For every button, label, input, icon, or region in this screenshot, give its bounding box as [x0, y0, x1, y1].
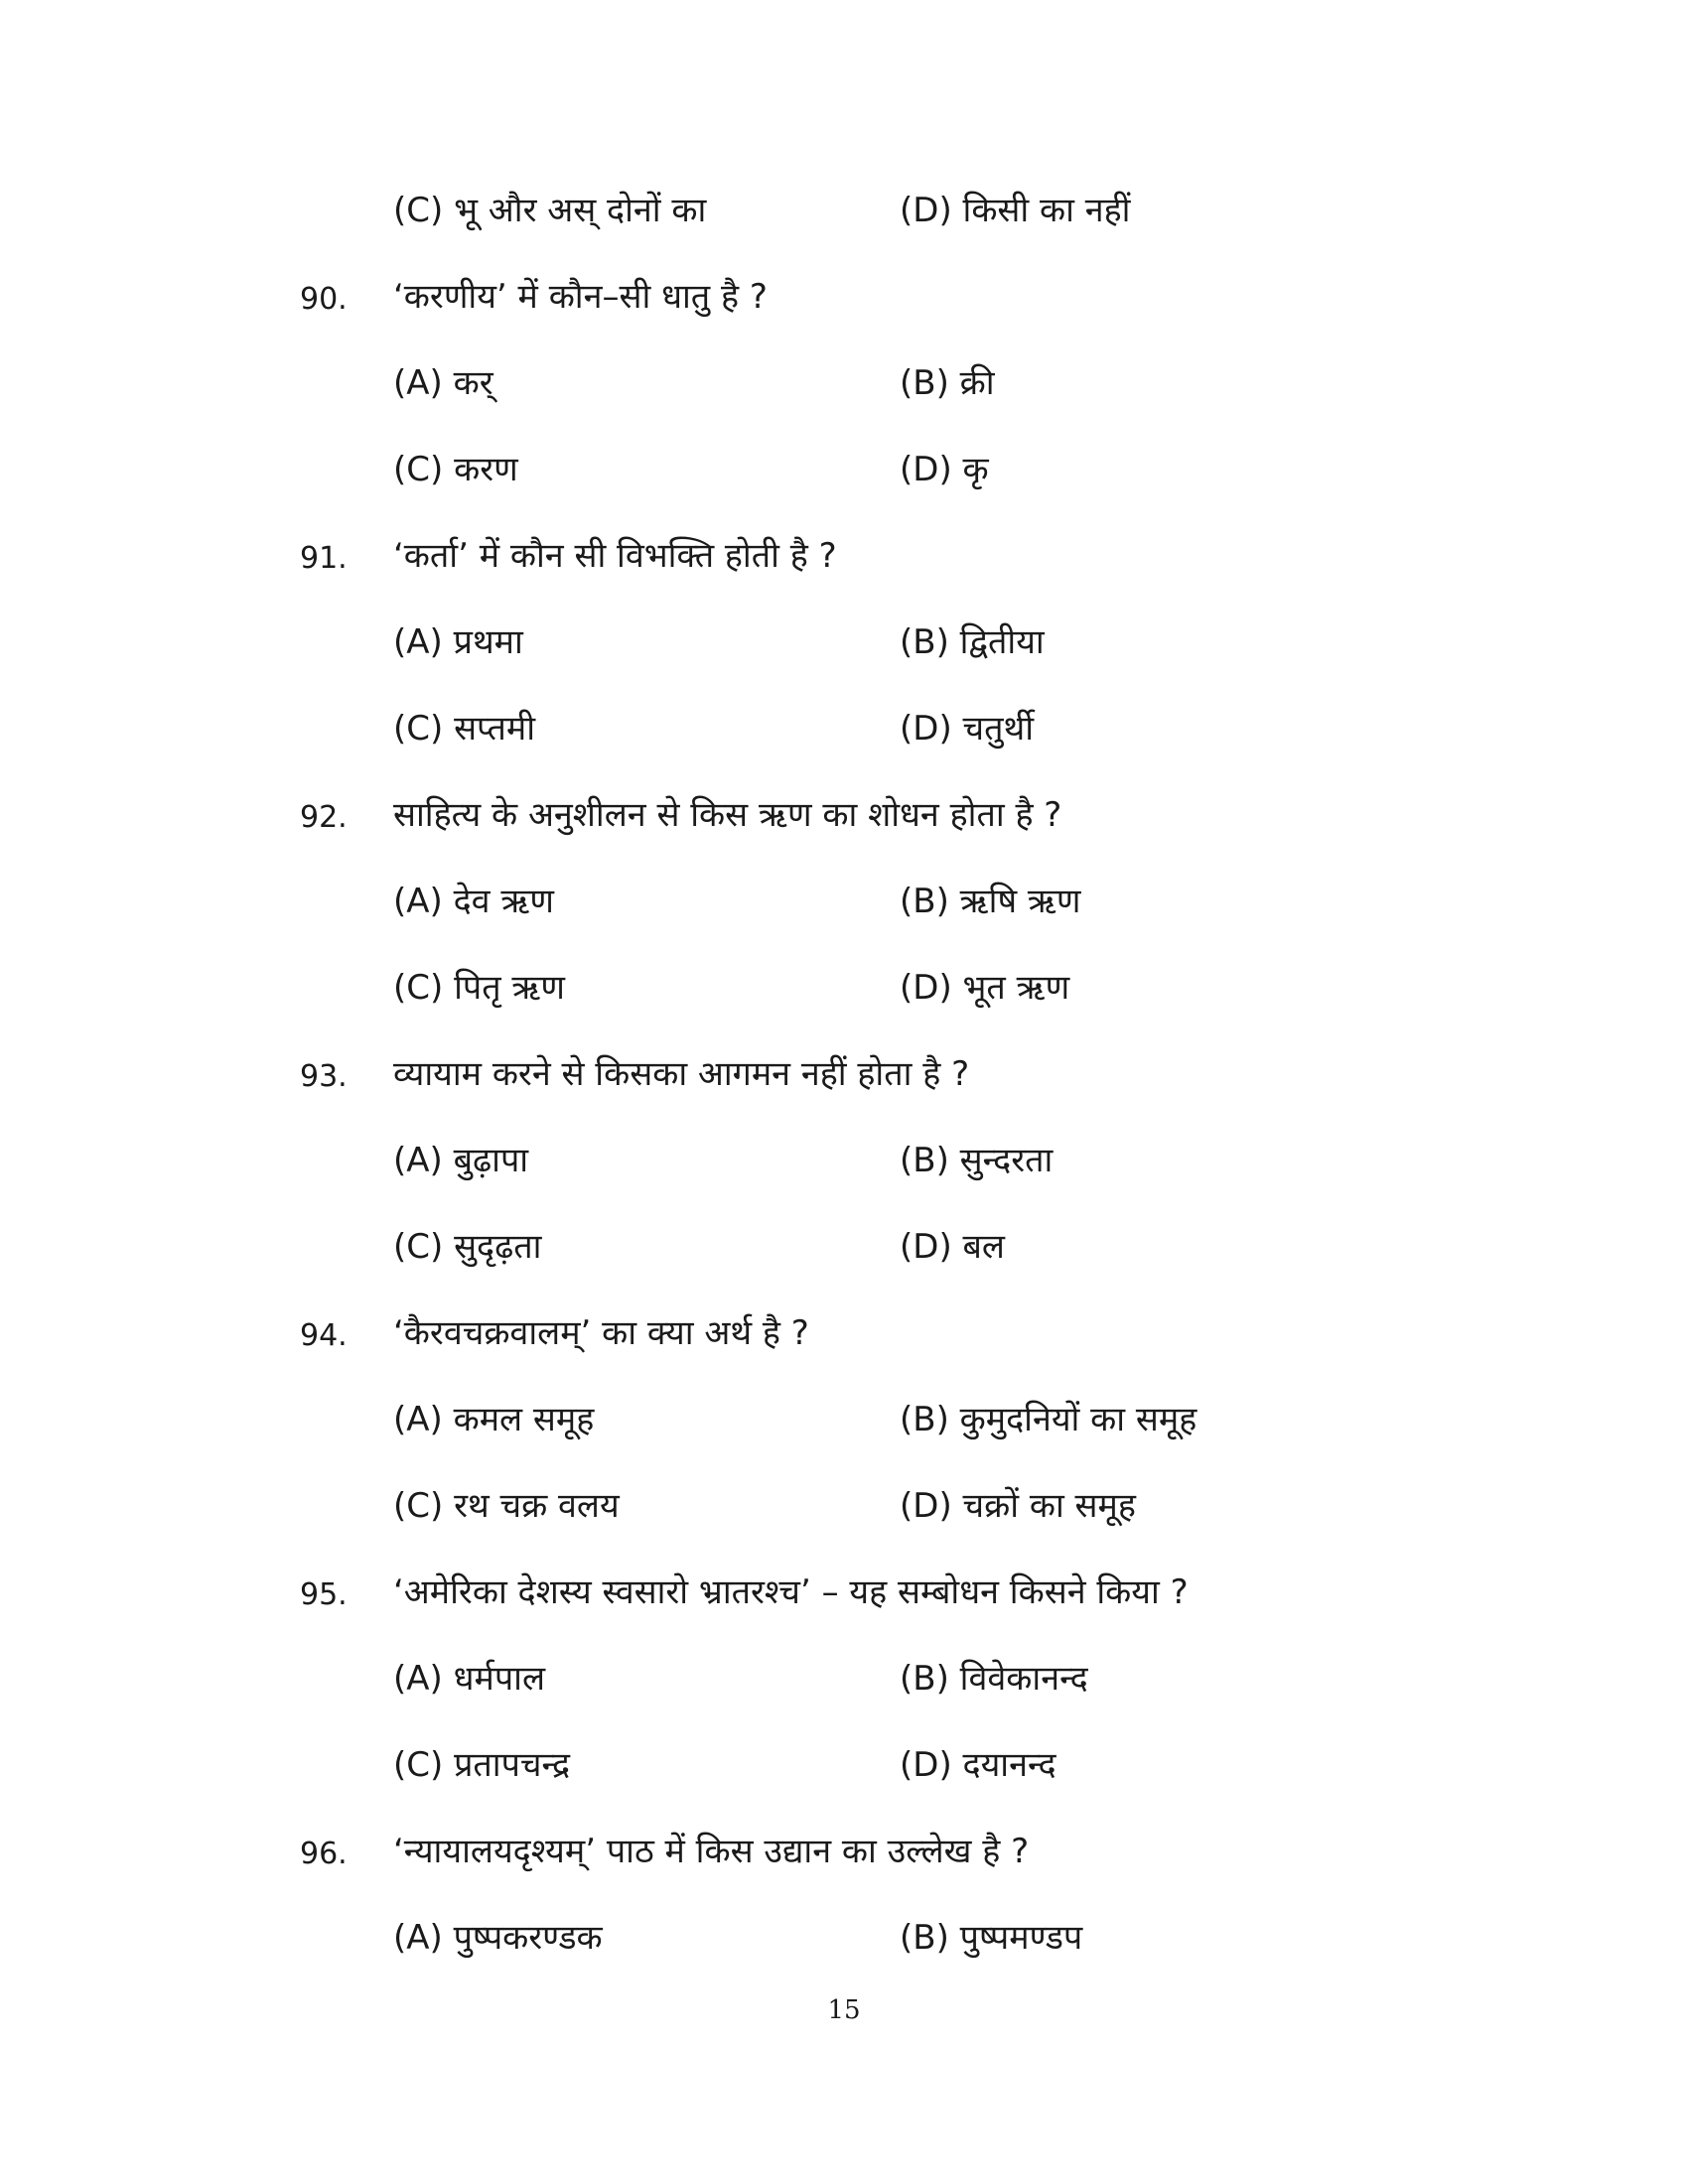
option-c: (C) प्रतापचन्द्र	[393, 1745, 571, 1785]
option-row	[0, 1909, 1688, 1979]
question-95	[0, 1564, 1688, 1633]
option-c: (C) भू और अस् दोनों का	[393, 191, 707, 230]
option-row	[0, 182, 1688, 251]
question-90	[0, 268, 1688, 338]
option-d: (D) दयानन्द	[900, 1745, 1056, 1785]
option-d: (D) चक्रों का समूह	[900, 1486, 1136, 1526]
question-text: ‘करणीय’ में कौन–सी धातु है ?	[393, 277, 768, 317]
option-b: (B) ऋषि ऋण	[900, 882, 1081, 921]
question-93	[0, 1045, 1688, 1115]
option-d: (D) भूत ऋण	[900, 968, 1070, 1008]
option-a: (A) कर्	[393, 363, 493, 403]
option-c: (C) पितृ ऋण	[393, 968, 565, 1008]
option-b: (B) सुन्दरता	[900, 1141, 1054, 1180]
option-a: (A) प्रथमा	[393, 622, 523, 662]
option-row	[0, 441, 1688, 510]
question-text: ‘अमेरिका देशस्य स्वसारो भ्रातरश्च’ – यह सम्बोधन किसने किया ?	[393, 1572, 1189, 1612]
option-a: (A) बुढ़ापा	[393, 1141, 529, 1180]
option-d: (D) चतुर्थी	[900, 709, 1035, 749]
page-number: 15	[827, 1995, 861, 2025]
option-a: (A) देव ऋण	[393, 882, 554, 921]
question-text: ‘कैरवचक्रवालम्’ का क्या अर्थ है ?	[393, 1313, 809, 1353]
option-row	[0, 1736, 1688, 1806]
question-92	[0, 786, 1688, 856]
option-row	[0, 1477, 1688, 1547]
question-text: साहित्य के अनुशीलन से किस ऋण का शोधन होता है ?	[393, 795, 1062, 835]
question-number: 91.	[300, 541, 348, 576]
option-b: (B) पुष्पमण्डप	[900, 1918, 1083, 1958]
option-a: (A) धर्मपाल	[393, 1659, 546, 1699]
question-number: 90.	[300, 282, 348, 317]
option-b: (B) क्री	[900, 363, 995, 403]
question-94	[0, 1304, 1688, 1374]
option-c: (C) सप्तमी	[393, 709, 536, 749]
option-b: (B) कुमुदनियों का समूह	[900, 1400, 1197, 1439]
option-row	[0, 873, 1688, 942]
option-b: (B) विवेकानन्द	[900, 1659, 1088, 1699]
option-d: (D) किसी का नहीं	[900, 191, 1131, 230]
question-number: 95.	[300, 1577, 348, 1612]
question-91	[0, 527, 1688, 597]
option-d: (D) कृ	[900, 450, 989, 489]
question-text: ‘न्यायालयदृश्यम्’ पाठ में किस उद्यान का उल्लेख है ?	[393, 1832, 1030, 1871]
option-row	[0, 959, 1688, 1028]
option-row	[0, 1218, 1688, 1288]
question-number: 93.	[300, 1059, 348, 1094]
option-b: (B) द्वितीया	[900, 622, 1045, 662]
option-row	[0, 700, 1688, 769]
option-row	[0, 1650, 1688, 1719]
option-row	[0, 354, 1688, 424]
question-number: 96.	[300, 1837, 348, 1871]
option-c: (C) करण	[393, 450, 518, 489]
option-row	[0, 614, 1688, 683]
option-a: (A) कमल समूह	[393, 1400, 595, 1439]
question-text: ‘कर्ता’ में कौन सी विभक्ति होती है ?	[393, 536, 837, 576]
option-c: (C) सुदृढ़ता	[393, 1227, 542, 1267]
option-c: (C) रथ चक्र वलय	[393, 1486, 620, 1526]
question-number: 92.	[300, 800, 348, 835]
option-a: (A) पुष्पकरण्डक	[393, 1918, 603, 1958]
question-text: व्यायाम करने से किसका आगमन नहीं होता है ?	[393, 1054, 970, 1094]
option-row	[0, 1391, 1688, 1460]
question-number: 94.	[300, 1318, 348, 1353]
option-row	[0, 1132, 1688, 1201]
question-96	[0, 1823, 1688, 1892]
option-d: (D) बल	[900, 1227, 1005, 1267]
